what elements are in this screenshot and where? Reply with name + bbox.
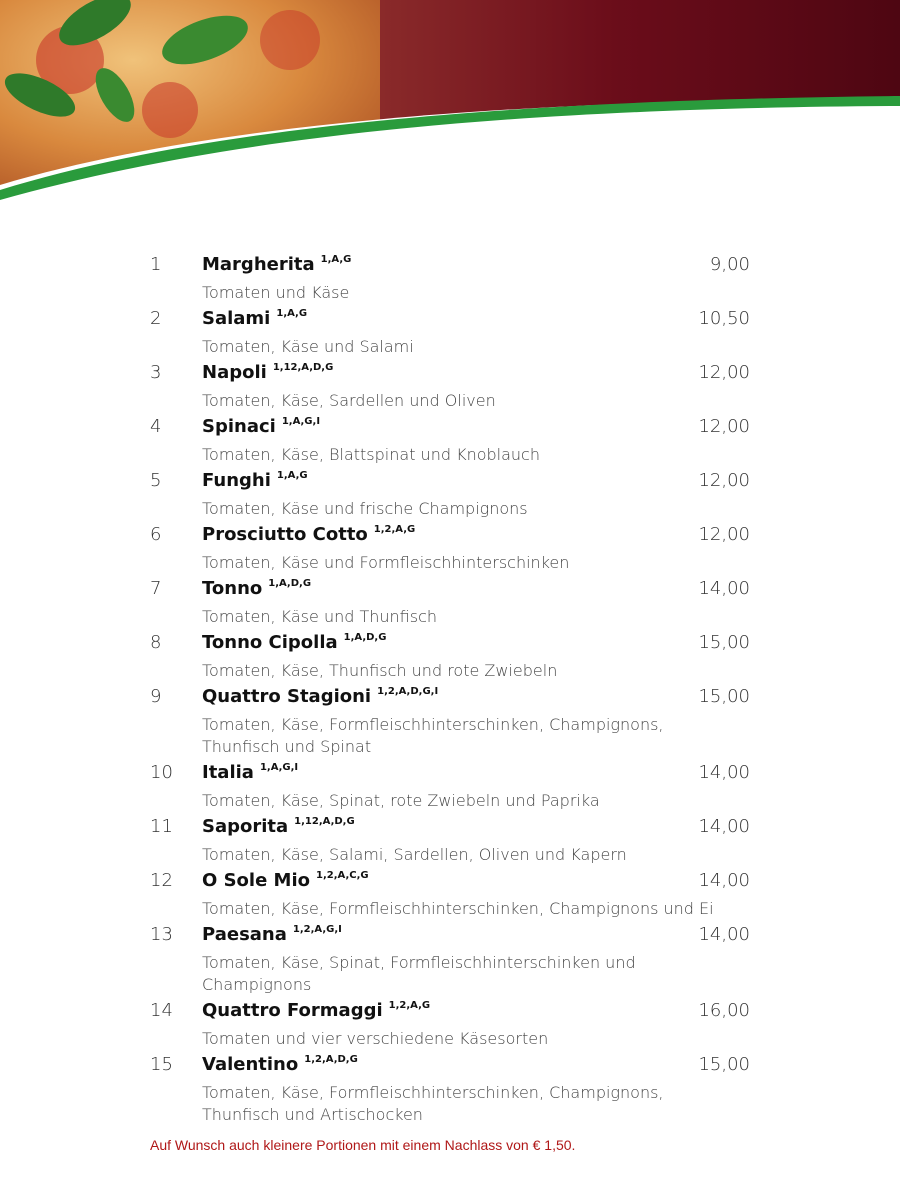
item-price: 12,00: [698, 416, 750, 437]
item-name: [202, 1054, 358, 1075]
item-price: 15,00: [698, 686, 750, 707]
item-allergens: 1,A,G: [320, 254, 352, 265]
item-allergens: 1,A,G,I: [259, 762, 299, 773]
item-description: Tomaten, Käse und Salami: [202, 337, 414, 356]
item-allergens: 1,2,A,D,G: [304, 1054, 358, 1065]
item-price: 12,00: [698, 524, 750, 545]
menu-item-header: [0, 466, 900, 498]
item-description: Tomaten, Käse, Spinat, rote Zwiebeln und Paprika: [202, 791, 600, 810]
menu-item: [0, 628, 900, 682]
item-name: [202, 416, 320, 437]
menu-item-header: [0, 412, 900, 444]
item-name: [202, 254, 351, 275]
item-number: 12: [150, 870, 173, 891]
item-price: 9,00: [709, 254, 750, 275]
item-name: [202, 524, 415, 545]
item-description: Tomaten, Käse, Formfleischhinterschinken, Champignons und Ei: [202, 899, 714, 918]
item-price: 14,00: [698, 870, 750, 891]
item-name-text: Tonno: [202, 578, 263, 599]
item-name: [202, 1000, 430, 1021]
item-name: [202, 870, 369, 891]
item-name: [202, 632, 386, 653]
item-name-text: O Sole Mio: [202, 870, 310, 891]
item-number: 2: [150, 308, 162, 329]
item-name-text: Tonno Cipolla: [202, 632, 338, 653]
item-description: Tomaten, Käse und Thunfisch: [202, 607, 438, 626]
menu-item-header: [0, 358, 900, 390]
menu-item: [0, 812, 900, 866]
item-allergens: 1,12,A,D,G: [294, 816, 355, 827]
item-name-text: Quattro Formaggi: [202, 1000, 383, 1021]
menu-item: [0, 466, 900, 520]
item-number: 6: [150, 524, 162, 545]
item-description: Tomaten, Käse und Formfleischhinterschinken: [202, 553, 570, 572]
item-price: 14,00: [698, 762, 750, 783]
menu-item: [0, 1050, 900, 1126]
pizza-menu: [0, 250, 900, 1126]
item-name-text: Spinaci: [202, 416, 276, 437]
menu-item: [0, 996, 900, 1050]
item-price: 14,00: [698, 816, 750, 837]
menu-item: [0, 520, 900, 574]
item-description: Tomaten, Käse, Formfleischhinterschinken, Champignons, Thunfisch und Spinat: [202, 715, 664, 756]
header-graphic: [0, 0, 900, 200]
item-number: 15: [150, 1054, 173, 1075]
item-name-text: Napoli: [202, 362, 267, 383]
menu-item: [0, 358, 900, 412]
menu-item-header: [0, 520, 900, 552]
menu-item-header: [0, 920, 900, 952]
menu-item: [0, 250, 900, 304]
item-price: 15,00: [698, 1054, 750, 1075]
item-name: [202, 362, 333, 383]
item-number: 7: [150, 578, 162, 599]
item-price: 12,00: [698, 362, 750, 383]
item-name-text: Saporita: [202, 816, 289, 837]
item-price: 12,00: [698, 470, 750, 491]
item-allergens: 1,A,D,G: [268, 578, 312, 589]
item-price: 15,00: [698, 632, 750, 653]
menu-item-header: [0, 628, 900, 660]
item-allergens: 1,A,G: [276, 470, 308, 481]
item-description: Tomaten, Käse, Spinat, Formfleischhinterschinken und Champignons: [202, 953, 636, 994]
item-name-text: Paesana: [202, 924, 287, 945]
menu-item: [0, 682, 900, 758]
item-name: [202, 470, 308, 491]
item-number: 1: [150, 254, 162, 275]
item-price: 16,00: [698, 1000, 750, 1021]
item-name-text: Funghi: [202, 470, 271, 491]
menu-item: [0, 574, 900, 628]
item-price: 14,00: [698, 924, 750, 945]
menu-item: [0, 866, 900, 920]
item-price: 14,00: [698, 578, 750, 599]
menu-item-header: [0, 758, 900, 790]
item-description: Tomaten und Käse: [202, 283, 350, 302]
header-banner: [0, 0, 900, 200]
menu-item-header: [0, 304, 900, 336]
menu-item-header: [0, 812, 900, 844]
menu-item: [0, 758, 900, 812]
item-allergens: 1,2,A,G: [373, 524, 416, 535]
item-description: Tomaten, Käse, Thunfisch und rote Zwiebeln: [202, 661, 558, 680]
item-name: [202, 578, 311, 599]
item-description: Tomaten, Käse, Blattspinat und Knoblauch: [202, 445, 540, 464]
item-allergens: 1,12,A,D,G: [272, 362, 334, 373]
menu-item-header: [0, 866, 900, 898]
menu-item: [0, 412, 900, 466]
item-name-text: Italia: [202, 762, 254, 783]
item-number: 10: [150, 762, 173, 783]
item-allergens: 1,2,A,G: [388, 1000, 431, 1011]
footer-note: Auf Wunsch auch kleinere Portionen mit einem Nachlass von € 1,50.: [150, 1137, 576, 1153]
item-name-text: Salami: [202, 308, 271, 329]
menu-item-header: [0, 996, 900, 1028]
item-description: Tomaten, Käse, Sardellen und Oliven: [202, 391, 496, 410]
item-price: 10,50: [698, 308, 750, 329]
menu-item: [0, 920, 900, 996]
menu-item-header: [0, 682, 900, 714]
item-allergens: 1,2,A,C,G: [316, 870, 369, 881]
item-name: [202, 924, 342, 945]
item-description: Tomaten und vier verschiedene Käsesorten: [202, 1029, 549, 1048]
item-number: 9: [150, 686, 162, 707]
item-name: [202, 308, 307, 329]
menu-item-header: [0, 574, 900, 606]
item-description: Tomaten, Käse, Formfleischhinterschinken, Champignons, Thunfisch und Artischocken: [202, 1083, 664, 1124]
item-name-text: Margherita: [202, 254, 315, 275]
item-number: 13: [150, 924, 173, 945]
item-allergens: 1,A,G: [276, 308, 308, 319]
item-name-text: Prosciutto Cotto: [202, 524, 368, 545]
menu-item-header: [0, 1050, 900, 1082]
item-allergens: 1,2,A,D,G,I: [377, 686, 439, 697]
item-number: 4: [150, 416, 162, 437]
item-number: 3: [150, 362, 162, 383]
item-name-text: Quattro Stagioni: [202, 686, 372, 707]
item-name: [202, 762, 298, 783]
item-name: [202, 686, 438, 707]
item-number: 5: [150, 470, 162, 491]
item-description: Tomaten, Käse, Salami, Sardellen, Oliven und Kapern: [202, 845, 627, 864]
item-allergens: 1,2,A,G,I: [292, 924, 342, 935]
item-allergens: 1,A,G,I: [281, 416, 321, 427]
menu-item: [0, 304, 900, 358]
item-number: 11: [150, 816, 173, 837]
menu-item-header: [0, 250, 900, 282]
item-name-text: Valentino: [202, 1054, 299, 1075]
item-allergens: 1,A,D,G: [343, 632, 387, 643]
item-name: [202, 816, 355, 837]
item-description: Tomaten, Käse und frische Champignons: [202, 499, 528, 518]
item-number: 8: [150, 632, 162, 653]
item-number: 14: [150, 1000, 173, 1021]
